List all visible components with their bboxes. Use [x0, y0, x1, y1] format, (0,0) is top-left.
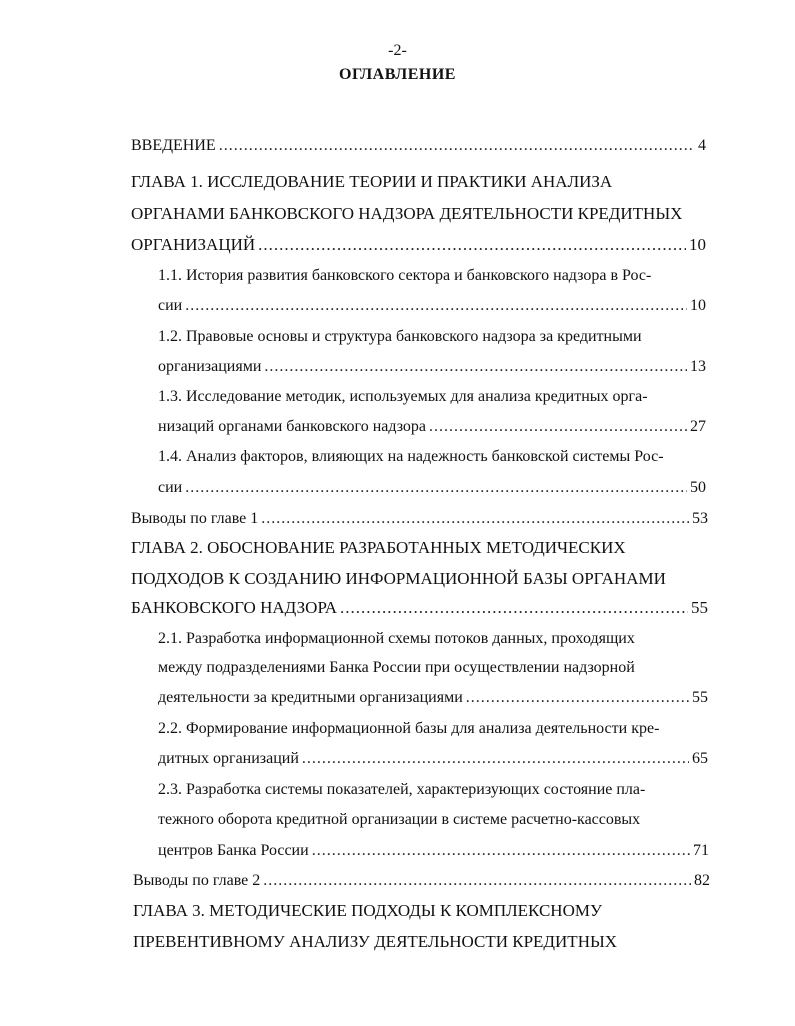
toc-section-1-1-line-2[interactable] [158, 296, 706, 316]
dot-leader [429, 417, 687, 437]
toc-section-2-1-line-2[interactable] [158, 658, 718, 678]
toc-entry-title: ПРЕВЕНТИВНОМУ АНАЛИЗУ ДЕЯТЕЛЬНОСТИ КРЕДИТНЫХ [133, 932, 618, 951]
toc-entry-title: ОРГАНАМИ БАНКОВСКОГО НАДЗОРА ДЕЯТЕЛЬНОСТИ КРЕДИТНЫХ [131, 204, 683, 223]
toc-section-2-3-line-1[interactable] [158, 780, 718, 800]
toc-entry-title: 2.2. Формирование информационной базы для анализа деятельности кре- [158, 720, 660, 737]
toc-section-2-1-line-3[interactable] [158, 688, 708, 708]
dot-leader [258, 235, 686, 255]
toc-page-number: 13 [690, 358, 706, 375]
toc-entry-title: 2.3. Разработка системы показателей, характеризующих состояние пла- [158, 781, 646, 798]
dot-leader [185, 478, 687, 498]
toc-entry-title: ПОДХОДОВ К СОЗДАНИЮ ИНФОРМАЦИОННОЙ БАЗЫ ОРГАНАМИ [131, 569, 666, 588]
toc-section-2-1-line-1[interactable] [158, 629, 718, 649]
toc-entry-title: сии [158, 479, 183, 496]
toc-chapter-1-line-1[interactable] [131, 172, 612, 192]
dot-leader [340, 598, 688, 618]
toc-chapter-2-line-3[interactable] [131, 598, 708, 618]
toc-page-number: 10 [689, 235, 706, 254]
toc-page-number: 50 [690, 479, 706, 496]
toc-chapter-1-line-2[interactable] [131, 204, 682, 224]
toc-entry-title: низаций органами банковского надзора [158, 418, 427, 435]
toc-entry-title: дитных организаций [158, 750, 299, 767]
toc-page-number: 53 [692, 510, 708, 527]
toc-page-number: 82 [694, 872, 710, 889]
toc-entry-title: Выводы по главе 2 [133, 872, 261, 889]
toc-page-number: 4 [698, 137, 706, 154]
toc-section-1-4-line-2[interactable] [158, 478, 706, 498]
toc-entry-title: ГЛАВА 2. ОБОСНОВАНИЕ РАЗРАБОТАННЫХ МЕТОДИЧЕСКИХ [131, 538, 626, 557]
toc-entry-introduction[interactable] [131, 136, 706, 156]
dot-leader [302, 749, 689, 769]
toc-entry-title: центров Банка России [158, 842, 309, 859]
toc-entry-title: 1.4. Анализ факторов, влияющих на надежность банковской системы Рос- [158, 448, 664, 465]
toc-entry-title: Выводы по главе 1 [131, 510, 259, 527]
toc-chapter-2-line-2[interactable] [131, 569, 666, 589]
toc-section-1-3-line-1[interactable] [158, 387, 716, 407]
toc-conclusions-chapter-2[interactable] [133, 871, 710, 891]
toc-page-number: 10 [690, 297, 706, 314]
toc-section-1-2-line-2[interactable] [158, 357, 706, 377]
page-number: -2- [388, 42, 407, 59]
toc-entry-title: сии [158, 297, 183, 314]
toc-entry-title: деятельности за кредитными организациями [158, 689, 463, 706]
toc-section-2-3-line-2[interactable] [158, 810, 718, 830]
toc-page-number: 27 [690, 418, 706, 435]
toc-entry-title: ГЛАВА 3. МЕТОДИЧЕСКИЕ ПОДХОДЫ К КОМПЛЕКСНОМУ [133, 901, 603, 920]
dot-leader [261, 509, 689, 529]
toc-section-1-1-line-1[interactable] [158, 266, 716, 286]
toc-entry-title: 1.2. Правовые основы и структура банковского надзора за кредитными [158, 328, 642, 345]
toc-conclusions-chapter-1[interactable] [131, 509, 708, 529]
toc-chapter-1-line-3[interactable] [131, 235, 706, 255]
toc-entry-title: ОРГАНИЗАЦИЙ [131, 235, 256, 254]
toc-entry-title: 1.1. История развития банковского сектора и банковского надзора в Рос- [158, 267, 652, 284]
toc-page-number: 71 [693, 842, 709, 859]
toc-section-1-2-line-1[interactable] [158, 327, 716, 347]
toc-chapter-3-line-2[interactable] [133, 932, 617, 952]
toc-section-2-3-line-3[interactable] [158, 841, 709, 861]
toc-page-number: 55 [692, 689, 708, 706]
dot-leader [466, 688, 689, 708]
dot-leader [263, 871, 691, 891]
toc-entry-title: тежного оборота кредитной организации в системе расчетно-кассовых [158, 811, 641, 828]
dot-leader [312, 841, 690, 861]
toc-entry-title: ВВЕДЕНИЕ [131, 137, 216, 154]
toc-section-1-4-line-1[interactable] [158, 447, 716, 467]
page-title: ОГЛАВЛЕНИЕ [339, 66, 456, 83]
toc-entry-title: БАНКОВСКОГО НАДЗОРА [131, 598, 338, 617]
toc-chapter-3-line-1[interactable] [133, 901, 602, 921]
toc-entry-title: 2.1. Разработка информационной схемы потоков данных, проходящих [158, 630, 635, 647]
toc-page-number: 65 [692, 750, 708, 767]
toc-entry-title: ГЛАВА 1. ИССЛЕДОВАНИЕ ТЕОРИИ И ПРАКТИКИ АНАЛИЗА [131, 172, 613, 191]
dot-leader [219, 136, 695, 156]
dot-leader [264, 357, 687, 377]
toc-section-2-2-line-1[interactable] [158, 719, 718, 739]
dot-leader [185, 296, 687, 316]
toc-section-2-2-line-2[interactable] [158, 749, 708, 769]
toc-chapter-2-line-1[interactable] [131, 538, 626, 558]
toc-page-number: 55 [691, 598, 708, 617]
toc-section-1-3-line-2[interactable] [158, 417, 706, 437]
toc-entry-title: 1.3. Исследование методик, используемых для анализа кредитных орга- [158, 388, 648, 405]
toc-entry-title: между подразделениями Банка России при осуществлении надзорной [158, 659, 635, 676]
toc-entry-title: организациями [158, 358, 262, 375]
